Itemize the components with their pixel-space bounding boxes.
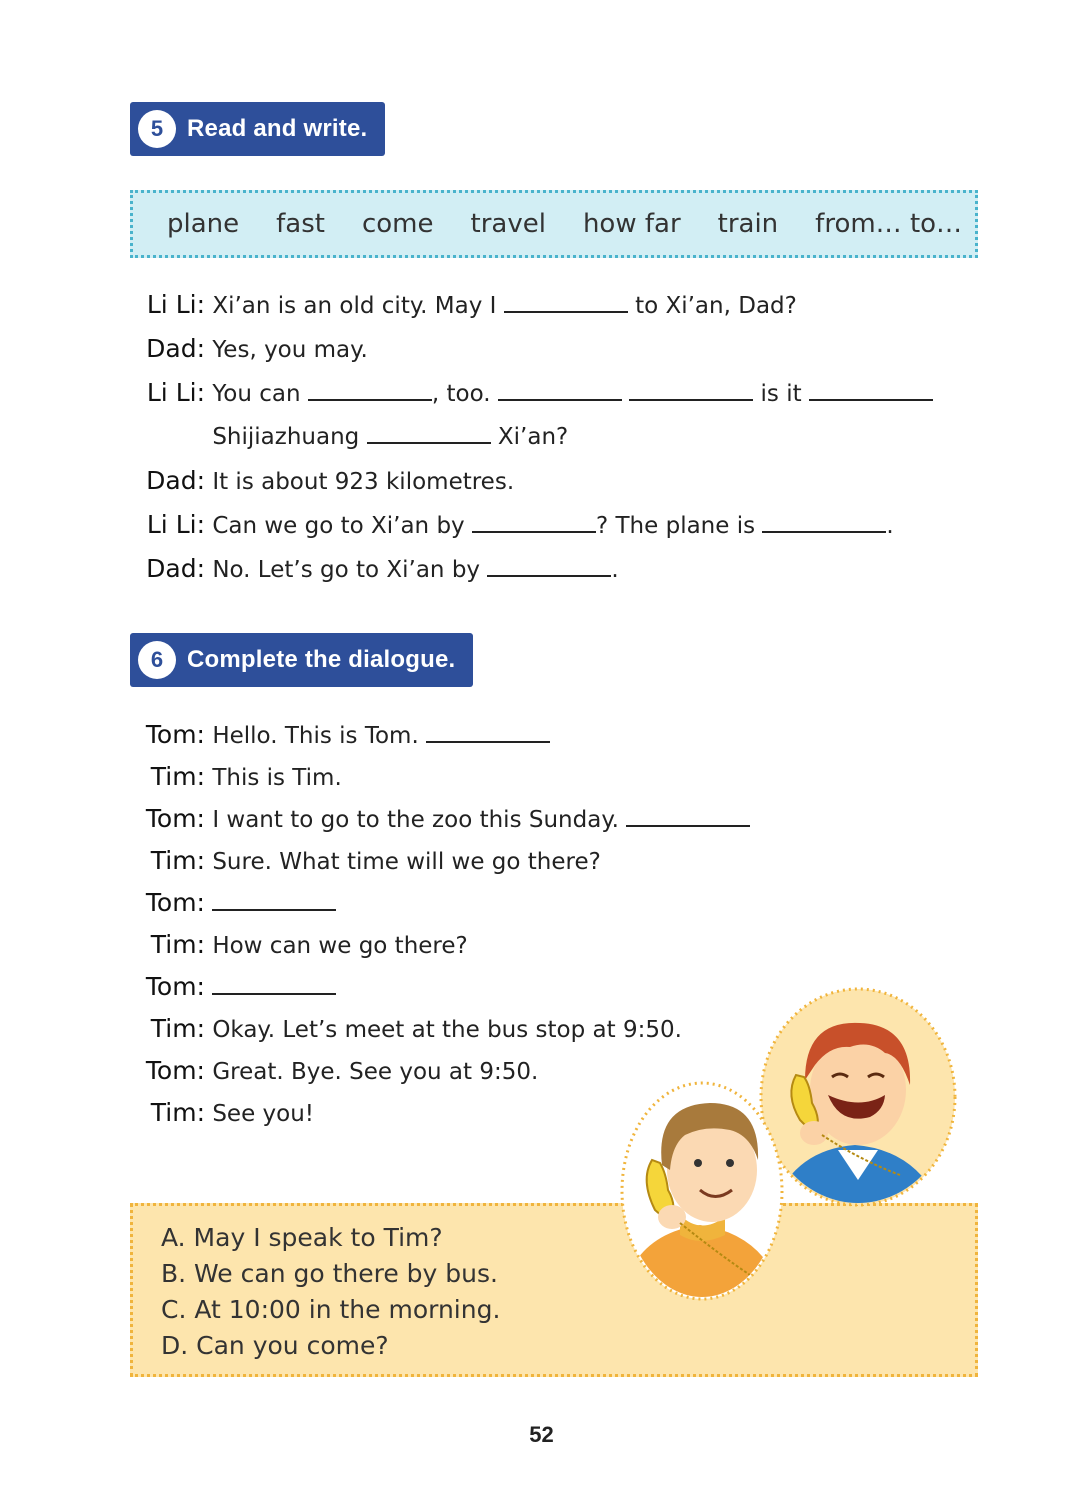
line-text: See you! (212, 1101, 315, 1127)
line-text: Sure. What time will we go there? (212, 849, 601, 875)
speaker-label: Tim: (150, 762, 205, 791)
line-text: to Xi’an, Dad? (635, 293, 797, 319)
section-5-number: 5 (138, 110, 176, 148)
word-bank-item: train (717, 209, 779, 239)
line-text: How can we go there? (212, 933, 468, 959)
dialogue-line (0, 720, 550, 749)
speaker-label: Tom: (145, 1056, 205, 1085)
dialogue-line (0, 290, 797, 319)
section-5-title: Read and write. (187, 115, 368, 142)
dialogue-line (0, 762, 342, 791)
speaker-label: Dad: (146, 466, 205, 495)
answer-blank[interactable] (367, 422, 491, 444)
line-text: Yes, you may. (212, 337, 368, 363)
word-bank-item: fast (276, 209, 325, 239)
answer-blank[interactable] (626, 805, 750, 827)
word-bank-item: from… to… (815, 209, 963, 239)
line-text: . (611, 557, 619, 583)
dialogue-line (0, 422, 568, 450)
answer-blank[interactable] (212, 973, 336, 995)
speaker-label: Li Li: (146, 378, 205, 407)
dialogue-line (0, 466, 514, 495)
answer-blank[interactable] (809, 379, 933, 401)
boy-left-portrait (620, 1083, 785, 1305)
section-5-header (130, 102, 385, 156)
dialogue-line (0, 334, 368, 363)
line-text: Okay. Let’s meet at the bus stop at 9:50. (212, 1017, 682, 1043)
dialogue-line (0, 1014, 682, 1043)
boy-right-portrait (761, 989, 955, 1215)
option-item: A. May I speak to Tim? (161, 1223, 443, 1252)
answer-blank[interactable] (426, 721, 550, 743)
speaker-label: Li Li: (146, 290, 205, 319)
word-bank-item: how far (582, 209, 681, 239)
phone-call-illustration (600, 985, 980, 1305)
line-text: . (886, 513, 894, 539)
answer-blank[interactable] (308, 379, 432, 401)
word-bank-item: travel (470, 209, 546, 239)
dialogue-line (0, 888, 336, 917)
option-item: C. At 10:00 in the morning. (161, 1295, 501, 1324)
speaker-label: Tim: (150, 1098, 205, 1127)
page-number: 52 (529, 1422, 554, 1447)
speaker-label: Tom: (145, 888, 205, 917)
dialogue-line (0, 1056, 538, 1085)
line-text: I want to go to the zoo this Sunday. (212, 807, 619, 833)
answer-blank[interactable] (498, 379, 622, 401)
speaker-label: Tim: (150, 1014, 205, 1043)
dialogue-line (0, 1098, 314, 1127)
answer-blank[interactable] (472, 511, 596, 533)
line-text: This is Tim. (212, 765, 342, 791)
speaker-label: Tim: (150, 930, 205, 959)
section-6-title: Complete the dialogue. (187, 646, 456, 673)
speaker-label: Tom: (145, 972, 205, 1001)
line-text: , too. (431, 381, 491, 407)
dialogue-line (0, 510, 894, 539)
word-bank-item: plane (167, 209, 240, 239)
speaker-label: Tim: (150, 846, 205, 875)
dialogue-line (0, 804, 750, 833)
option-item: B. We can go there by bus. (161, 1259, 498, 1288)
line-text: Hello. This is Tom. (212, 723, 419, 749)
answer-blank[interactable] (504, 291, 628, 313)
speaker-label: Tom: (145, 804, 205, 833)
line-text: Xi’an? (497, 424, 569, 450)
dialogue-line (0, 930, 468, 959)
line-text: No. Let’s go to Xi’an by (212, 557, 481, 583)
answer-blank[interactable] (629, 379, 753, 401)
answer-blank[interactable] (212, 889, 336, 911)
line-text: Can we go to Xi’an by (212, 513, 465, 539)
section-6-number: 6 (138, 641, 176, 679)
line-text: ? The plane is (595, 513, 756, 539)
line-text: It is about 923 kilometres. (212, 469, 515, 495)
speaker-label: Dad: (146, 334, 205, 363)
line-text: You can (212, 381, 301, 407)
line-text: Great. Bye. See you at 9:50. (212, 1059, 539, 1085)
speaker-label: Li Li: (146, 510, 205, 539)
dialogue-line (0, 846, 601, 875)
word-bank (130, 190, 978, 258)
line-text: Xi’an is an old city. May I (212, 293, 497, 319)
dialogue-line (0, 378, 933, 407)
line-text: is it (760, 381, 802, 407)
section-6-header (130, 633, 473, 687)
speaker-label: Tom: (145, 720, 205, 749)
answer-blank[interactable] (762, 511, 886, 533)
word-bank-item: come (361, 209, 434, 239)
line-text: Shijiazhuang (212, 424, 360, 450)
speaker-label: Dad: (146, 554, 205, 583)
dialogue-line (0, 554, 619, 583)
option-item: D. Can you come? (161, 1331, 389, 1360)
answer-blank[interactable] (487, 555, 611, 577)
dialogue-line (0, 972, 336, 1001)
